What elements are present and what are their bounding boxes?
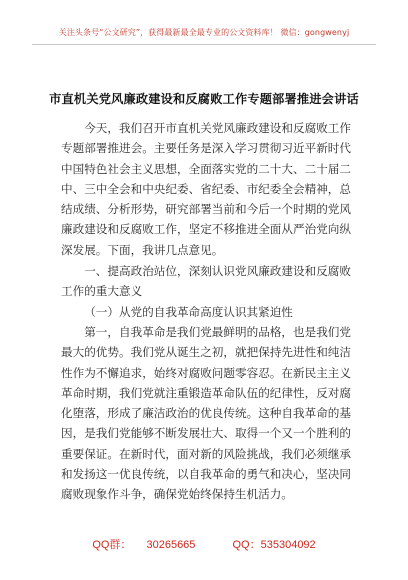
section-heading: 一、提高政治站位，深刻认识党风廉政建设和反腐败工作的重大意义 xyxy=(61,264,351,299)
subsection-heading: （一）从党的自我革命高度认识其紧迫性 xyxy=(84,304,293,319)
document-title: 市直机关党风廉政建设和反腐败工作专题部署推进会讲话 xyxy=(49,92,359,106)
paragraph-intro: 今天，我们召开市直机关党风廉政建设和反腐败工作专题部署推进会。主要任务是深入学习贯彻习近平新时代中国特色社会主义思想，全面落实党的二十大、二十届二中、三中全会和中央纪委、省纪委、市纪委全会精神，总结成绩、分析形势，研究部署当前和今后一个时期的党风廉政建设和反腐败工作，坚定不移推进全面从严治党向纵深发展。下面，我讲几点意见。 xyxy=(61,121,351,257)
header-divider xyxy=(32,44,376,45)
footer-qq-group: QQ群： 30265665 xyxy=(92,539,196,551)
paragraph-point-one: 第一，自我革命是我们党最鲜明的品格，也是我们党最大的优势。我们党从诞生之初，就把保持先进性和纯洁性作为不懈追求，始终对腐败问题零容忍。在新民主主义革命时期，我们党就注重锻造革命队伍的纪律性，反对腐化堕落，形成了廉洁政治的优良传统。这种自我革命的基因，是我们党能够不断发展壮大、取得一个又一个胜利的重要保证。在新时代，面对新的风险挑战，我们必须继承和发扬这一优良传统，以自我革命的勇气和决心，坚决同腐败现象作斗争，确保党始终保持生机活力。 xyxy=(61,324,351,502)
footer-contact xyxy=(0,536,408,552)
footer-qq: QQ：535304092 xyxy=(232,539,316,551)
document-body xyxy=(61,118,351,505)
header-notice: 关注头条号“公文研究”，获得最新最全最专业的公文资料库！ 微信：gongwenyj xyxy=(58,28,350,37)
